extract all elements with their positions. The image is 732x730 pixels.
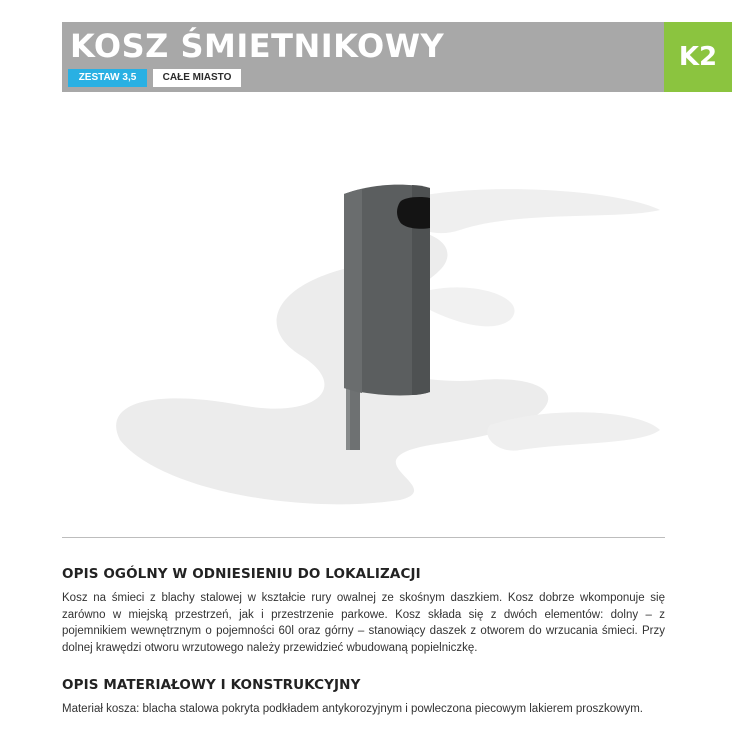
background-swoosh — [430, 287, 515, 326]
background-swoosh — [116, 229, 548, 504]
section-text-general: Kosz na śmieci z blachy stalowej w kształcie rury owalnej ze skośnym daszkiem. Kosz dobrze wkomponuje się zarówno w miejską przestrzeń, jak i przestrzenie parkowe. Kosz składa się z dwóch elementów: dolny – z pojemnikiem wewnętrznym o pojemności 60l oraz górny – stanowiący daszek z otworem do wrzucania śmieci. Przy dolnej krawędzi otworu wrzutowego należy przewidzieć wbudowaną popielniczkę. — [62, 592, 665, 654]
product-code-badge — [664, 22, 732, 92]
section-heading-material: OPIS MATERIAŁOWY I KONSTRUKCYJNY — [62, 677, 361, 693]
section-heading-general: OPIS OGÓLNY W ODNIESIENIU DO LOKALIZACJI — [62, 566, 421, 582]
section-text-material: Materiał kosza: blacha stalowa pokryta podkładem antykorozyjnym i powleczona piecowym lakierem proszkowym. — [62, 703, 643, 715]
scope-tag: CAŁE MIASTO — [153, 69, 241, 87]
waste-opening — [397, 197, 430, 229]
product-code: K2 — [678, 42, 718, 72]
divider — [62, 537, 665, 538]
background-swoosh — [400, 189, 660, 233]
product-illustration — [100, 170, 670, 520]
page-title: KOSZ ŚMIETNIKOWY — [70, 27, 445, 65]
set-tag: ZESTAW 3,5 — [68, 69, 147, 87]
